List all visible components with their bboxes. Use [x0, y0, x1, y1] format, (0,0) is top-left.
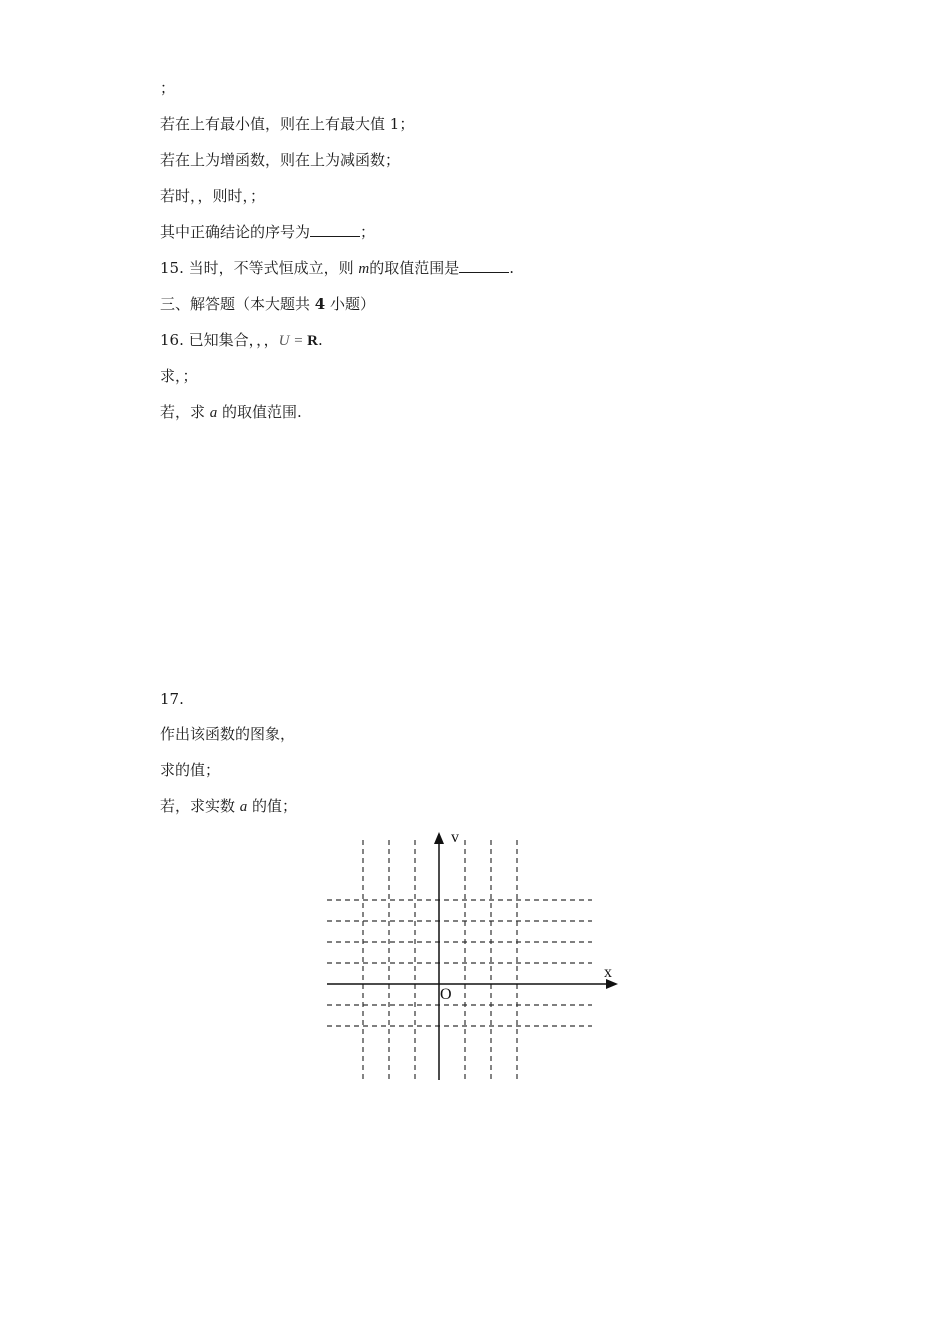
- text-span: .: [509, 259, 515, 277]
- text-span: 的值；: [247, 797, 298, 815]
- text-span: 16. 已知集合，，，: [160, 331, 279, 349]
- text-span: 其中正确结论的序号为: [160, 223, 311, 241]
- math-expression: R: [307, 333, 318, 349]
- text-line: ；: [160, 79, 176, 97]
- text-line: 若在上有最小值，则在上有最大值 1；: [160, 115, 415, 133]
- section-heading: [160, 294, 375, 314]
- math-variable: m: [358, 261, 370, 277]
- question-17: 17.: [160, 690, 184, 708]
- text-line: 若在上为增函数，则在上为减函数；: [160, 151, 401, 169]
- text-line: [160, 402, 302, 423]
- text-line: 求，；: [160, 367, 198, 385]
- math-variable: a: [209, 405, 218, 421]
- text-span: 三、解答题（本大题共: [160, 295, 315, 313]
- math-expression: U =: [278, 333, 308, 349]
- text-span: 若，求实数: [160, 797, 240, 815]
- coordinate-grid-figure: [320, 826, 630, 1086]
- text-span: 的取值范围.: [217, 403, 302, 421]
- answer-blank: [310, 222, 360, 237]
- y-axis-arrow: [434, 832, 444, 844]
- text-line: 求的值；: [160, 761, 221, 779]
- text-span: 若，求: [160, 403, 210, 421]
- text-span: 的取值范围是: [369, 259, 460, 277]
- question-16: [160, 330, 323, 351]
- math-variable: a: [239, 799, 248, 815]
- answer-blank: [459, 258, 509, 273]
- text-span: 15. 当时，不等式恒成立，则: [160, 259, 359, 277]
- text-line: 若时，，则时，；: [160, 187, 266, 205]
- text-line: [160, 222, 375, 242]
- text-span: .: [317, 331, 323, 349]
- text-span: 4: [314, 295, 326, 313]
- x-axis-label: x: [604, 964, 612, 981]
- text-line: [160, 796, 297, 817]
- text-span: 小题）: [325, 295, 375, 313]
- origin-label: O: [440, 986, 452, 1003]
- text-span: ；: [360, 223, 376, 241]
- text-line: 作出该函数的图象，: [160, 725, 296, 743]
- y-axis-label: v: [451, 829, 459, 846]
- question-15: [160, 258, 514, 279]
